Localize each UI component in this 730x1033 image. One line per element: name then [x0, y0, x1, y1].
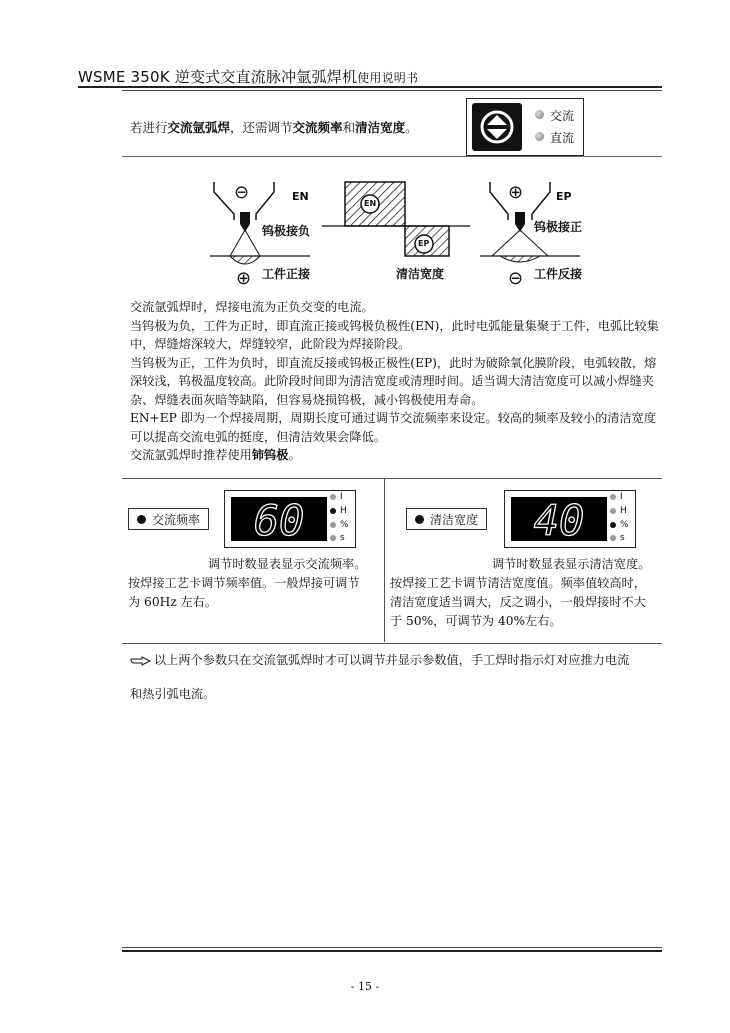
section1-intro: 若进行交流氩弧焊，还需调节交流频率和清洁宽度。 — [130, 120, 418, 135]
section-divider — [122, 156, 662, 157]
indicator-percent: % — [610, 520, 629, 530]
header-rule-thick — [78, 86, 662, 88]
header-rule-thin — [122, 90, 662, 91]
en-label: EN — [292, 190, 309, 203]
table-column-divider — [384, 478, 385, 642]
left-cell-line1: 调节时数显表显示交流频率。 — [208, 557, 367, 571]
frequency-digits — [231, 497, 327, 541]
ac-frequency-button[interactable]: 交流频率 — [128, 508, 209, 530]
dc-label: 直流 — [550, 131, 575, 145]
indicator-h: H — [330, 506, 347, 516]
ac-indicator-led — [535, 110, 544, 119]
ep-work-caption: 工件反接 — [534, 267, 583, 281]
indicator-i: I — [330, 492, 343, 502]
manual-subtitle: 使用说明书 — [357, 71, 419, 85]
indicator-percent: % — [330, 520, 349, 530]
body-p4: EN+EP 即为一个焊接周期，周期长度可通过调节交流频率来设定。较高的频率及较小的清洁宽度可以提高交流电弧的挺度，但清洁效果会降低。 — [130, 411, 657, 444]
right-cell-line3: 清洁宽度适当调大，反之调小，一般焊接时不大 — [390, 595, 646, 609]
en-work-caption: 工件正接 — [262, 267, 311, 281]
note-line2: 和热引弧电流。 — [130, 687, 216, 701]
en-minus-symbol: ⊖ — [234, 182, 250, 203]
wave-ep-label: EP — [418, 239, 430, 248]
ac-label: 交流 — [550, 109, 575, 123]
wave-caption: 清洁宽度 — [396, 267, 445, 281]
footer-rule-thin — [122, 947, 662, 948]
page-number: - 15 - — [350, 980, 380, 993]
ep-label: EP — [556, 190, 572, 203]
right-cell-line2: 按焊接工艺卡调节清洁宽度值。频率值较高时， — [390, 576, 646, 590]
left-cell-line3: 为 60Hz 左右。 — [128, 595, 218, 609]
note-line1: 以上两个参数只在交流氩弧焊时才可以调节并显示参数值，手工焊时指示灯对应推力电流 — [130, 651, 629, 668]
ep-caption: 钨极接正 — [534, 220, 583, 234]
body-p3: 当钨极为正，工件为负时，即直流反接或钨极正极性(EP)，此时为破除氧化膜阶段，电弧较散，熔深较浅，钨极温度较高。此阶段时间即为清洁宽度或清理时间。适当调大清洁宽度可以减小焊缝夹杂、焊缝表面灰暗等缺陷，但容易烧损钨极，减小钨极使用寿命。 — [130, 355, 657, 407]
frequency-display — [231, 497, 327, 541]
left-cell-line2: 按焊接工艺卡调节频率值。一般焊接可调节 — [128, 576, 360, 590]
cleaning-digits — [511, 497, 607, 541]
footer-rule-thick — [122, 950, 662, 952]
wave-en-label: EN — [364, 199, 377, 208]
page-header-title — [78, 66, 418, 87]
dc-indicator-led — [535, 132, 544, 141]
en-plus-symbol: ⊕ — [236, 268, 252, 289]
en-caption: 钨极接负 — [262, 224, 311, 238]
button-dot-icon — [415, 515, 424, 524]
button-dot-icon — [137, 515, 146, 524]
ep-plus-symbol: ⊕ — [508, 182, 524, 203]
up-down-arrow-icon — [479, 109, 515, 145]
indicator-h: H — [610, 506, 627, 516]
right-cell-line4: 于 50%，可调节为 40%左右。 — [390, 614, 562, 628]
body-p2: 当钨极为负，工件为正时，即直流正接或钨极负极性(EN)，此时电弧能量集聚于工件，电弧比较集中，焊缝熔深较大，焊缝较窄，此阶段为焊接阶段。 — [130, 318, 659, 351]
right-cell-line1: 调节时数显表显示清洁宽度。 — [492, 557, 651, 571]
cleaning-display — [511, 497, 607, 541]
svg-text:40: 40 — [533, 497, 585, 541]
pointing-hand-icon — [130, 655, 152, 667]
cleaning-width-button[interactable]: 清洁宽度 — [406, 508, 487, 530]
ac-dc-toggle-button[interactable] — [472, 103, 522, 151]
indicator-s: s — [330, 533, 345, 543]
body-p5: 交流氩弧焊时推荐使用铈钨极。 — [130, 448, 301, 462]
body-text — [130, 298, 660, 465]
ep-minus-symbol: ⊖ — [508, 268, 524, 289]
indicator-s: s — [610, 533, 625, 543]
body-p1: 交流氩弧焊时，焊接电流为正负交变的电流。 — [130, 300, 374, 314]
ac-waveform-figure — [322, 182, 470, 256]
manual-title: WSME 350K 逆变式交直流脉冲氩弧焊机 — [78, 68, 358, 86]
indicator-i: I — [610, 492, 623, 502]
svg-text:60: 60 — [253, 497, 305, 541]
